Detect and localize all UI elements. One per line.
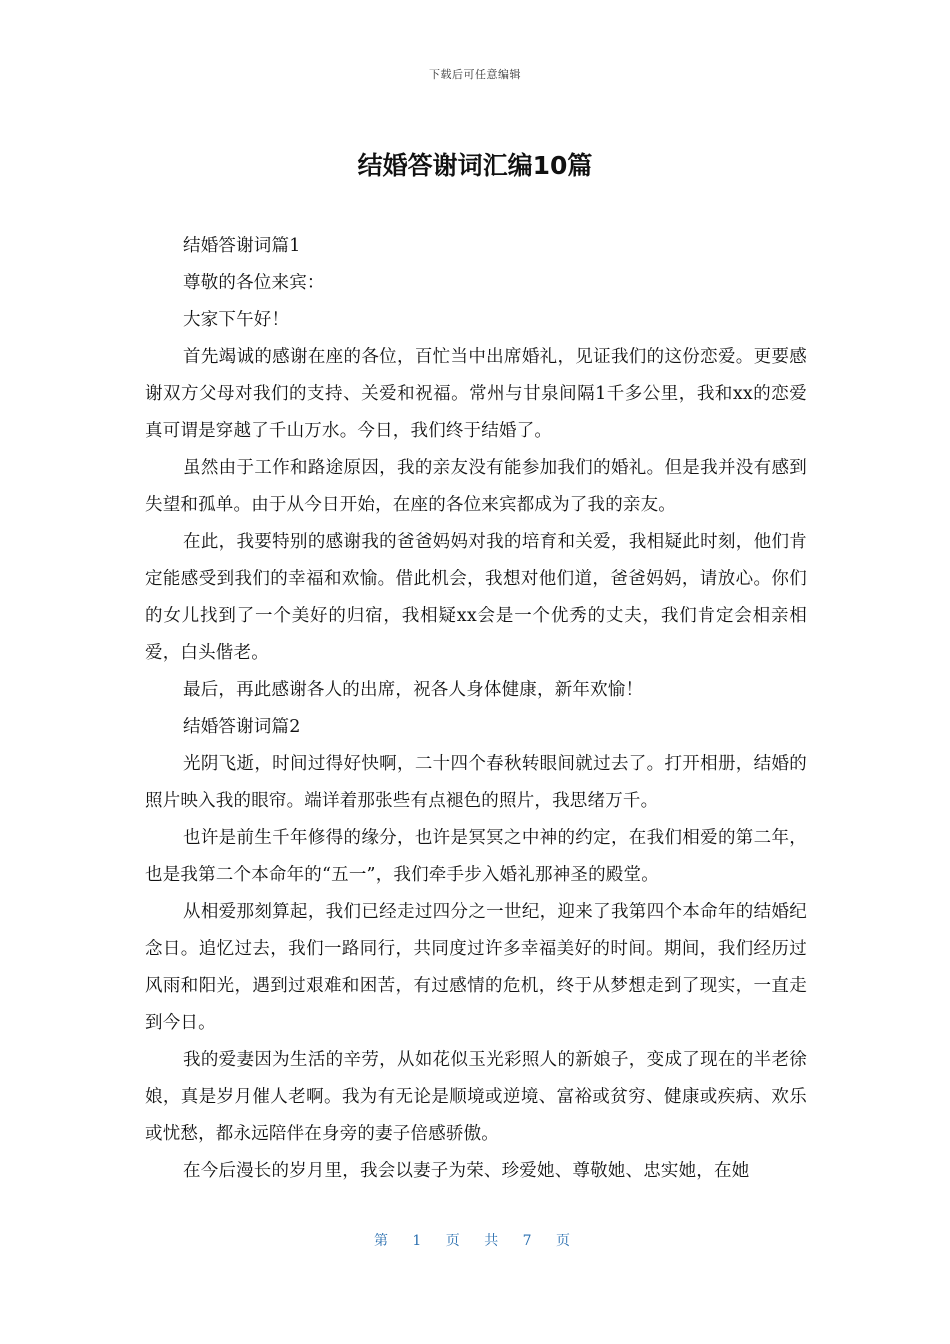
document-title: 结婚答谢词汇编10篇 bbox=[357, 151, 593, 180]
paragraph: 虽然由于工作和路途原因，我的亲友没有能参加我们的婚礼。但是我并没有感到失望和孤单。由于从今日开始，在座的各位来宾都成为了我的亲友。 bbox=[145, 458, 807, 515]
paragraph: 我的爱妻因为生活的辛劳，从如花似玉光彩照人的新娘子，变成了现在的半老徐娘，真是岁月催人老啊。我为有无论是顺境或逆境、富裕或贫穷、健康或疾病、欢乐或忧愁，都永远陪伴在身旁的妻子倍感骄傲。 bbox=[145, 1050, 807, 1144]
paragraph: 从相爱那刻算起，我们已经走过四分之一世纪，迎来了我第四个本命年的结婚纪念日。追忆过去，我们一路同行，共同度过许多幸福美好的时间。期间，我们经历过风雨和阳光，遇到过艰难和困苦，有过感情的危机，终于从梦想走到了现实，一直走到今日。 bbox=[145, 902, 807, 1033]
paragraph: 在今后漫长的岁月里，我会以妻子为荣、珍爱她、尊敬她、忠实她，在她 bbox=[183, 1161, 750, 1181]
header-note: 下载后可任意编辑 bbox=[429, 68, 521, 81]
salutation: 尊敬的各位来宾： bbox=[183, 273, 325, 293]
page-number-footer: 第 1 页 共 7 页 bbox=[373, 1233, 577, 1249]
paragraph: 在此，我要特别的感谢我的爸爸妈妈对我的培育和关爱，我相疑此时刻，他们肯定能感受到我们的幸福和欢愉。借此机会，我想对他们道，爸爸妈妈，请放心。你们的女儿找到了一个美好的归宿，我相疑xx会是一个优秀的丈夫，我们肯定会相亲相爱，白头偕老。 bbox=[145, 532, 807, 663]
greeting: 大家下午好！ bbox=[183, 310, 290, 330]
paragraph: 最后，再此感谢各人的出席，祝各人身体健康，新年欢愉！ bbox=[183, 680, 644, 700]
paragraph: 光阴飞逝，时间过得好快啊，二十四个春秋转眼间就过去了。打开相册，结婚的照片映入我的眼帘。端详着那张些有点褪色的照片，我思绪万千。 bbox=[145, 754, 807, 811]
section-heading: 结婚答谢词篇2 bbox=[183, 717, 301, 737]
paragraph: 也许是前生千年修得的缘分，也许是冥冥之中神的约定，在我们相爱的第二年，也是我第二个本命年的“五一”，我们牵手步入婚礼那神圣的殿堂。 bbox=[145, 828, 807, 885]
document-body bbox=[145, 228, 807, 1190]
paragraph: 首先竭诚的感谢在座的各位，百忙当中出席婚礼，见证我们的这份恋爱。更要感谢双方父母对我们的支持、关爱和祝福。常州与甘泉间隔1千多公里，我和xx的恋爱真可谓是穿越了千山万水。今日，我们终于结婚了。 bbox=[145, 347, 807, 441]
section-heading: 结婚答谢词篇1 bbox=[183, 236, 301, 256]
